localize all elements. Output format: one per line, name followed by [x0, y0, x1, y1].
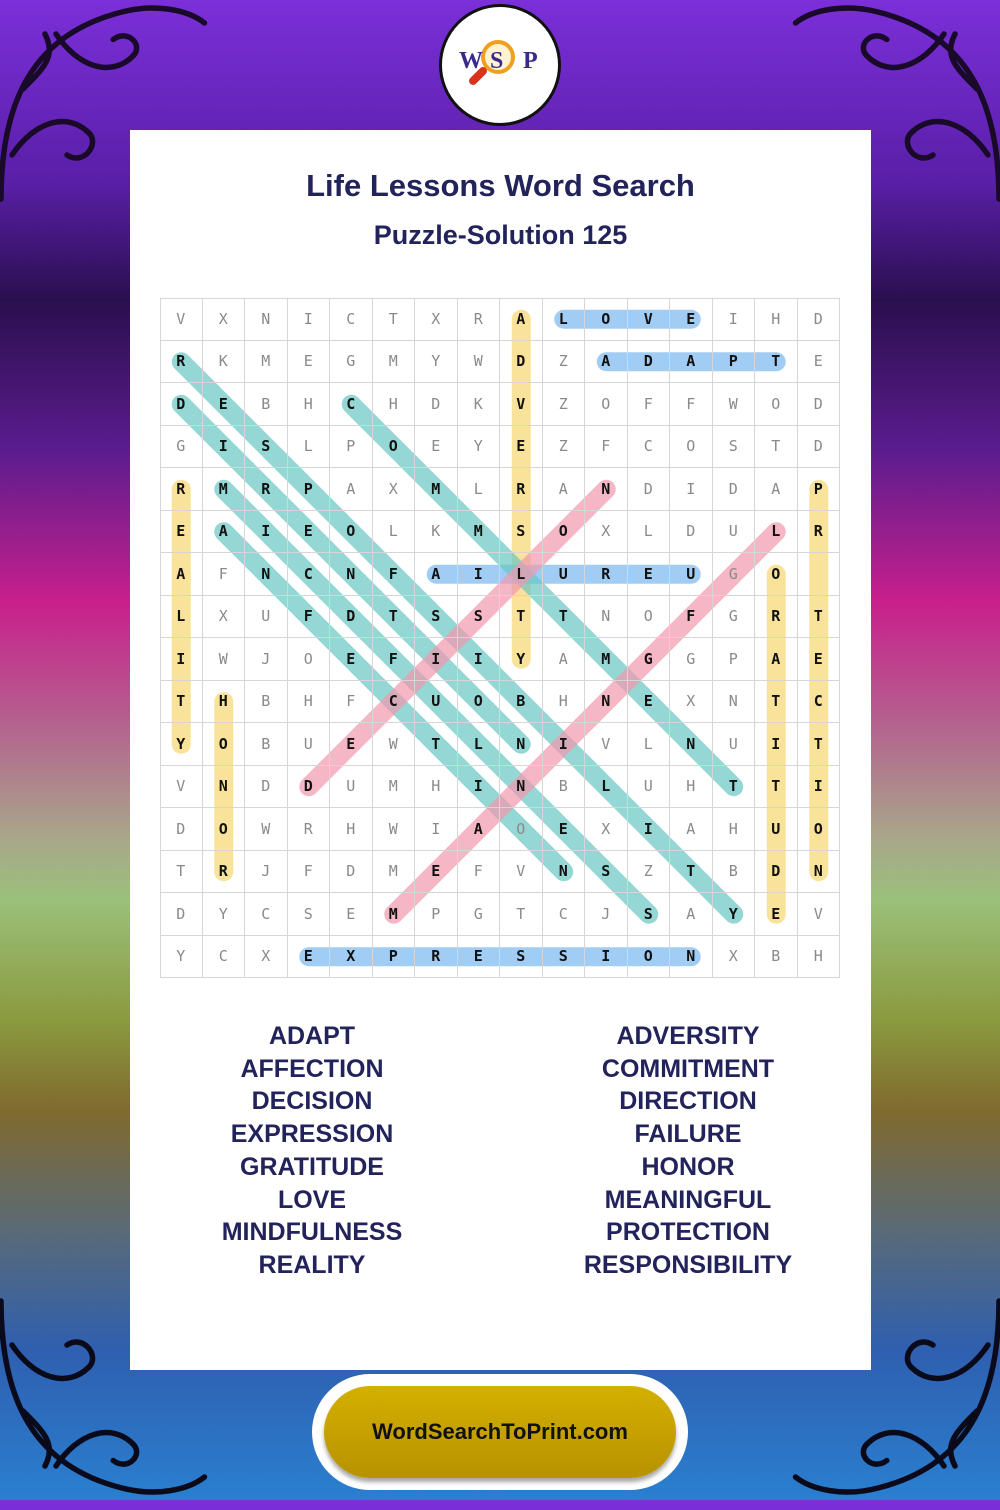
grid-cell: A — [755, 638, 798, 681]
grid-cell: N — [670, 936, 713, 979]
grid-cell: O — [585, 298, 628, 341]
logo-letter-p: P — [523, 48, 538, 74]
grid-cell: O — [288, 638, 331, 681]
grid-cell: I — [245, 511, 288, 554]
grid-cell: F — [585, 426, 628, 469]
grid-cell: J — [245, 851, 288, 894]
grid-cell: Y — [160, 723, 203, 766]
grid-cell: D — [628, 468, 671, 511]
grid-cell: E — [500, 426, 543, 469]
grid-cell: N — [245, 553, 288, 596]
grid-cell: X — [415, 298, 458, 341]
grid-cell: A — [330, 468, 373, 511]
grid-cell: A — [203, 511, 246, 554]
grid-cell: T — [415, 723, 458, 766]
grid-cell: D — [330, 851, 373, 894]
word-list-item: ADAPT — [268, 1022, 356, 1050]
grid-cell: P — [713, 638, 756, 681]
grid-cell: H — [543, 681, 586, 724]
grid-cell: L — [458, 723, 501, 766]
word-list-item: MINDFULNESS — [221, 1218, 403, 1247]
grid-cell: V — [628, 298, 671, 341]
grid-cell: H — [755, 298, 798, 341]
word-list-item: HONOR — [641, 1152, 735, 1181]
grid-cell: T — [713, 766, 756, 809]
grid-cell: N — [713, 681, 756, 724]
grid-cell: X — [670, 681, 713, 724]
grid-cell: X — [245, 936, 288, 979]
word-list-item: RESPONSIBILITY — [583, 1250, 793, 1279]
word-list-item: EXPRESSION — [230, 1120, 394, 1149]
grid-cell: V — [500, 851, 543, 894]
grid-cell: W — [373, 723, 416, 766]
grid-cell: R — [160, 468, 203, 511]
grid-cell: E — [415, 851, 458, 894]
grid-cell: V — [500, 383, 543, 426]
grid-cell: C — [203, 936, 246, 979]
grid-cell: M — [373, 341, 416, 384]
grid-cell: O — [203, 723, 246, 766]
grid-cell: B — [713, 851, 756, 894]
grid-cell: C — [330, 298, 373, 341]
grid-cell: U — [245, 596, 288, 639]
grid-cell: A — [670, 808, 713, 851]
grid-cell: B — [245, 723, 288, 766]
grid-cell: W — [713, 383, 756, 426]
grid-cell: D — [160, 808, 203, 851]
grid-cell: S — [713, 426, 756, 469]
logo-letter-w: W — [459, 48, 483, 74]
grid-cell: R — [458, 298, 501, 341]
grid-cell: T — [373, 596, 416, 639]
grid-cell: I — [203, 426, 246, 469]
grid-cell: Y — [458, 426, 501, 469]
grid-cell: X — [330, 936, 373, 979]
grid-cell: E — [288, 511, 331, 554]
grid-cell: Z — [628, 851, 671, 894]
grid-cell: E — [288, 341, 331, 384]
grid-cell: V — [160, 298, 203, 341]
grid-cell: D — [160, 383, 203, 426]
grid-cell: L — [288, 426, 331, 469]
grid-cell: N — [585, 468, 628, 511]
grid-cell: U — [628, 766, 671, 809]
grid-cell: R — [245, 468, 288, 511]
grid-cell: P — [330, 426, 373, 469]
grid-cell: R — [500, 468, 543, 511]
grid-cell: U — [288, 723, 331, 766]
grid-cell: G — [628, 638, 671, 681]
grid-cell: E — [543, 808, 586, 851]
grid-cell: E — [798, 638, 841, 681]
grid-cell: I — [288, 298, 331, 341]
grid-cell: I — [458, 766, 501, 809]
grid-cell: E — [415, 426, 458, 469]
grid-cell: O — [798, 808, 841, 851]
grid-cell: R — [415, 936, 458, 979]
grid-cell: O — [543, 511, 586, 554]
grid-cell: L — [628, 723, 671, 766]
grid-cell: E — [458, 936, 501, 979]
grid-cell: H — [373, 383, 416, 426]
grid-cell: H — [670, 766, 713, 809]
grid-cell: A — [543, 468, 586, 511]
word-list-item: ADVERSITY — [616, 1022, 760, 1050]
grid-cell: C — [543, 893, 586, 936]
grid-cell: I — [755, 723, 798, 766]
grid-cell: G — [713, 596, 756, 639]
grid-cell: A — [458, 808, 501, 851]
grid-cell: A — [500, 298, 543, 341]
grid-cell: A — [755, 468, 798, 511]
grid-cell: L — [543, 298, 586, 341]
grid-cell: Y — [500, 638, 543, 681]
word-list-item: DECISION — [251, 1087, 373, 1116]
grid-cell: A — [670, 341, 713, 384]
grid-cell: F — [288, 596, 331, 639]
grid-cell: D — [713, 468, 756, 511]
grid-cell: T — [755, 341, 798, 384]
logo-emblem — [455, 20, 545, 110]
grid-cell: I — [713, 298, 756, 341]
grid-cell: D — [330, 596, 373, 639]
grid-cell: W — [458, 341, 501, 384]
word-list-item: GRATITUDE — [240, 1152, 384, 1181]
word-list-item: DIRECTION — [619, 1087, 757, 1116]
grid-cell: G — [458, 893, 501, 936]
grid-cell: S — [458, 596, 501, 639]
grid-cell: N — [203, 766, 246, 809]
grid-cell: O — [755, 553, 798, 596]
grid-cell: R — [755, 596, 798, 639]
grid-cell: L — [458, 468, 501, 511]
grid-cell: U — [415, 681, 458, 724]
grid-cell: M — [373, 893, 416, 936]
grid-cell: C — [628, 426, 671, 469]
grid-cell: W — [203, 638, 246, 681]
grid-cell: C — [798, 681, 841, 724]
page-subtitle: Puzzle-Solution 125 — [373, 220, 628, 250]
grid-cell: L — [628, 511, 671, 554]
grid-cell: A — [160, 553, 203, 596]
grid-cell — [798, 553, 841, 596]
grid-cell: I — [415, 638, 458, 681]
grid-cell: X — [203, 298, 246, 341]
grid-cell: R — [288, 808, 331, 851]
grid-cell: G — [713, 553, 756, 596]
grid-cell: N — [798, 851, 841, 894]
word-list-item: COMMITMENT — [601, 1054, 775, 1083]
grid-cell: E — [160, 511, 203, 554]
grid-cell: A — [415, 553, 458, 596]
grid-cell: T — [373, 298, 416, 341]
grid-cell: O — [670, 426, 713, 469]
grid-cell: X — [203, 596, 246, 639]
grid-cell: C — [330, 383, 373, 426]
grid-cell: J — [245, 638, 288, 681]
grid-cell: L — [160, 596, 203, 639]
grid-cell: I — [798, 766, 841, 809]
grid-cell: I — [458, 553, 501, 596]
grid-cell: O — [330, 511, 373, 554]
letter-grid — [160, 298, 840, 978]
grid-cell: T — [160, 851, 203, 894]
grid-cell: O — [203, 808, 246, 851]
grid-cell: U — [713, 723, 756, 766]
grid-cell: D — [288, 766, 331, 809]
grid-cell: I — [160, 638, 203, 681]
grid-cell: F — [628, 383, 671, 426]
grid-cell: T — [160, 681, 203, 724]
grid-cell: X — [713, 936, 756, 979]
grid-cell: Y — [203, 893, 246, 936]
grid-cell: O — [628, 936, 671, 979]
grid-cell: J — [585, 893, 628, 936]
grid-cell: N — [585, 596, 628, 639]
grid-cell: I — [415, 808, 458, 851]
grid-cell: W — [373, 808, 416, 851]
grid-cell: T — [500, 596, 543, 639]
grid-cell: U — [713, 511, 756, 554]
footer-pill — [312, 1374, 688, 1490]
grid-cell: P — [288, 468, 331, 511]
grid-cell: B — [543, 766, 586, 809]
grid-cell: N — [670, 723, 713, 766]
grid-cell: T — [543, 596, 586, 639]
grid-cell: E — [755, 893, 798, 936]
grid-cell: R — [160, 341, 203, 384]
grid-cell: Z — [543, 383, 586, 426]
grid-cell: K — [415, 511, 458, 554]
grid-cell: B — [500, 681, 543, 724]
grid-cell: P — [713, 341, 756, 384]
page-title: Life Lessons Word Search — [306, 168, 695, 203]
grid-cell: B — [245, 681, 288, 724]
grid-cell: D — [628, 341, 671, 384]
grid-cell: T — [755, 426, 798, 469]
grid-cell: F — [458, 851, 501, 894]
grid-cell: V — [160, 766, 203, 809]
grid-cell: D — [500, 341, 543, 384]
grid-cell: H — [415, 766, 458, 809]
grid-cell: V — [798, 893, 841, 936]
grid-cell: I — [670, 468, 713, 511]
grid-cell: H — [330, 808, 373, 851]
grid-cell: E — [288, 936, 331, 979]
word-list-item: LOVE — [277, 1185, 347, 1214]
grid-cell: E — [798, 341, 841, 384]
grid-cell: X — [373, 468, 416, 511]
grid-cell: M — [585, 638, 628, 681]
grid-cell: F — [373, 638, 416, 681]
grid-cell: Z — [543, 426, 586, 469]
grid-cell: F — [373, 553, 416, 596]
grid-cell: O — [628, 596, 671, 639]
website-link-button[interactable]: WordSearchToPrint.com — [324, 1386, 676, 1478]
grid-cell: F — [670, 383, 713, 426]
grid-cell: S — [500, 936, 543, 979]
word-search-grid — [160, 298, 840, 978]
grid-cell: H — [713, 808, 756, 851]
grid-cell: A — [585, 341, 628, 384]
grid-cell: E — [330, 893, 373, 936]
grid-cell: T — [755, 681, 798, 724]
grid-cell: Y — [160, 936, 203, 979]
grid-cell: S — [415, 596, 458, 639]
grid-cell: E — [203, 383, 246, 426]
grid-cell: F — [670, 596, 713, 639]
word-list-item: FAILURE — [634, 1120, 742, 1149]
grid-cell: N — [245, 298, 288, 341]
grid-cell: R — [203, 851, 246, 894]
grid-cell: T — [798, 723, 841, 766]
word-list-item: REALITY — [258, 1250, 366, 1279]
grid-cell: M — [415, 468, 458, 511]
grid-cell: E — [330, 723, 373, 766]
grid-cell: L — [755, 511, 798, 554]
grid-cell: S — [628, 893, 671, 936]
grid-cell: U — [670, 553, 713, 596]
grid-cell: C — [245, 893, 288, 936]
grid-cell: X — [585, 808, 628, 851]
grid-cell: D — [755, 851, 798, 894]
grid-cell: E — [670, 298, 713, 341]
logo-letter-s: S — [490, 48, 504, 74]
grid-cell: I — [458, 638, 501, 681]
grid-cell: N — [543, 851, 586, 894]
grid-cell: N — [330, 553, 373, 596]
grid-cell: A — [543, 638, 586, 681]
grid-cell: S — [543, 936, 586, 979]
grid-cell: D — [798, 298, 841, 341]
grid-cell: S — [585, 851, 628, 894]
grid-cell: R — [585, 553, 628, 596]
grid-cell: M — [245, 341, 288, 384]
grid-cell: M — [458, 511, 501, 554]
grid-cell: F — [330, 681, 373, 724]
grid-cell: U — [755, 808, 798, 851]
grid-cell: E — [628, 553, 671, 596]
word-list-item: PROTECTION — [606, 1218, 770, 1247]
grid-cell: H — [288, 681, 331, 724]
grid-cell: P — [798, 468, 841, 511]
grid-cell: O — [373, 426, 416, 469]
grid-cell: T — [755, 766, 798, 809]
grid-cell: K — [203, 341, 246, 384]
grid-cell: O — [500, 808, 543, 851]
grid-cell: O — [458, 681, 501, 724]
word-list-right — [538, 1020, 838, 1282]
grid-cell: E — [628, 681, 671, 724]
grid-cell: F — [288, 851, 331, 894]
grid-cell: D — [160, 893, 203, 936]
grid-cell: O — [585, 383, 628, 426]
grid-cell: M — [373, 766, 416, 809]
grid-cell: X — [585, 511, 628, 554]
grid-cell: N — [585, 681, 628, 724]
grid-cell: D — [245, 766, 288, 809]
grid-cell: D — [670, 511, 713, 554]
grid-cell: G — [670, 638, 713, 681]
grid-cell: Y — [713, 893, 756, 936]
grid-cell: T — [500, 893, 543, 936]
grid-cell: B — [245, 383, 288, 426]
grid-cell: P — [373, 936, 416, 979]
grid-cell: H — [288, 383, 331, 426]
word-list-item: AFFECTION — [240, 1054, 384, 1083]
grid-cell: B — [755, 936, 798, 979]
grid-cell: N — [500, 723, 543, 766]
grid-cell: C — [288, 553, 331, 596]
grid-cell: E — [330, 638, 373, 681]
grid-cell: V — [585, 723, 628, 766]
word-list-left — [162, 1020, 462, 1282]
grid-cell: I — [543, 723, 586, 766]
grid-cell: M — [203, 468, 246, 511]
grid-cell: T — [798, 596, 841, 639]
grid-cell: Y — [415, 341, 458, 384]
grid-cell: U — [330, 766, 373, 809]
grid-cell: L — [373, 511, 416, 554]
grid-cell: A — [670, 893, 713, 936]
grid-cell: K — [458, 383, 501, 426]
grid-cell: H — [203, 681, 246, 724]
grid-cell: S — [500, 511, 543, 554]
grid-cell: D — [798, 426, 841, 469]
grid-cell: N — [500, 766, 543, 809]
puzzle-card — [130, 130, 871, 1370]
grid-cell: L — [500, 553, 543, 596]
grid-cell: H — [798, 936, 841, 979]
grid-cell: I — [585, 936, 628, 979]
grid-cell: P — [415, 893, 458, 936]
grid-cell: C — [373, 681, 416, 724]
grid-cell: I — [628, 808, 671, 851]
grid-cell: G — [160, 426, 203, 469]
grid-cell: F — [203, 553, 246, 596]
grid-cell: M — [373, 851, 416, 894]
grid-cell: D — [415, 383, 458, 426]
wsp-logo[interactable] — [439, 4, 561, 126]
grid-cell: S — [288, 893, 331, 936]
grid-cell: U — [543, 553, 586, 596]
grid-cell: Z — [543, 341, 586, 384]
word-list-item: MEANINGFUL — [604, 1185, 772, 1214]
grid-cell: L — [585, 766, 628, 809]
grid-cell: W — [245, 808, 288, 851]
grid-cell: G — [330, 341, 373, 384]
grid-cell: T — [670, 851, 713, 894]
grid-cell: D — [798, 383, 841, 426]
grid-cell: R — [798, 511, 841, 554]
grid-cell: S — [245, 426, 288, 469]
grid-cell: O — [755, 383, 798, 426]
